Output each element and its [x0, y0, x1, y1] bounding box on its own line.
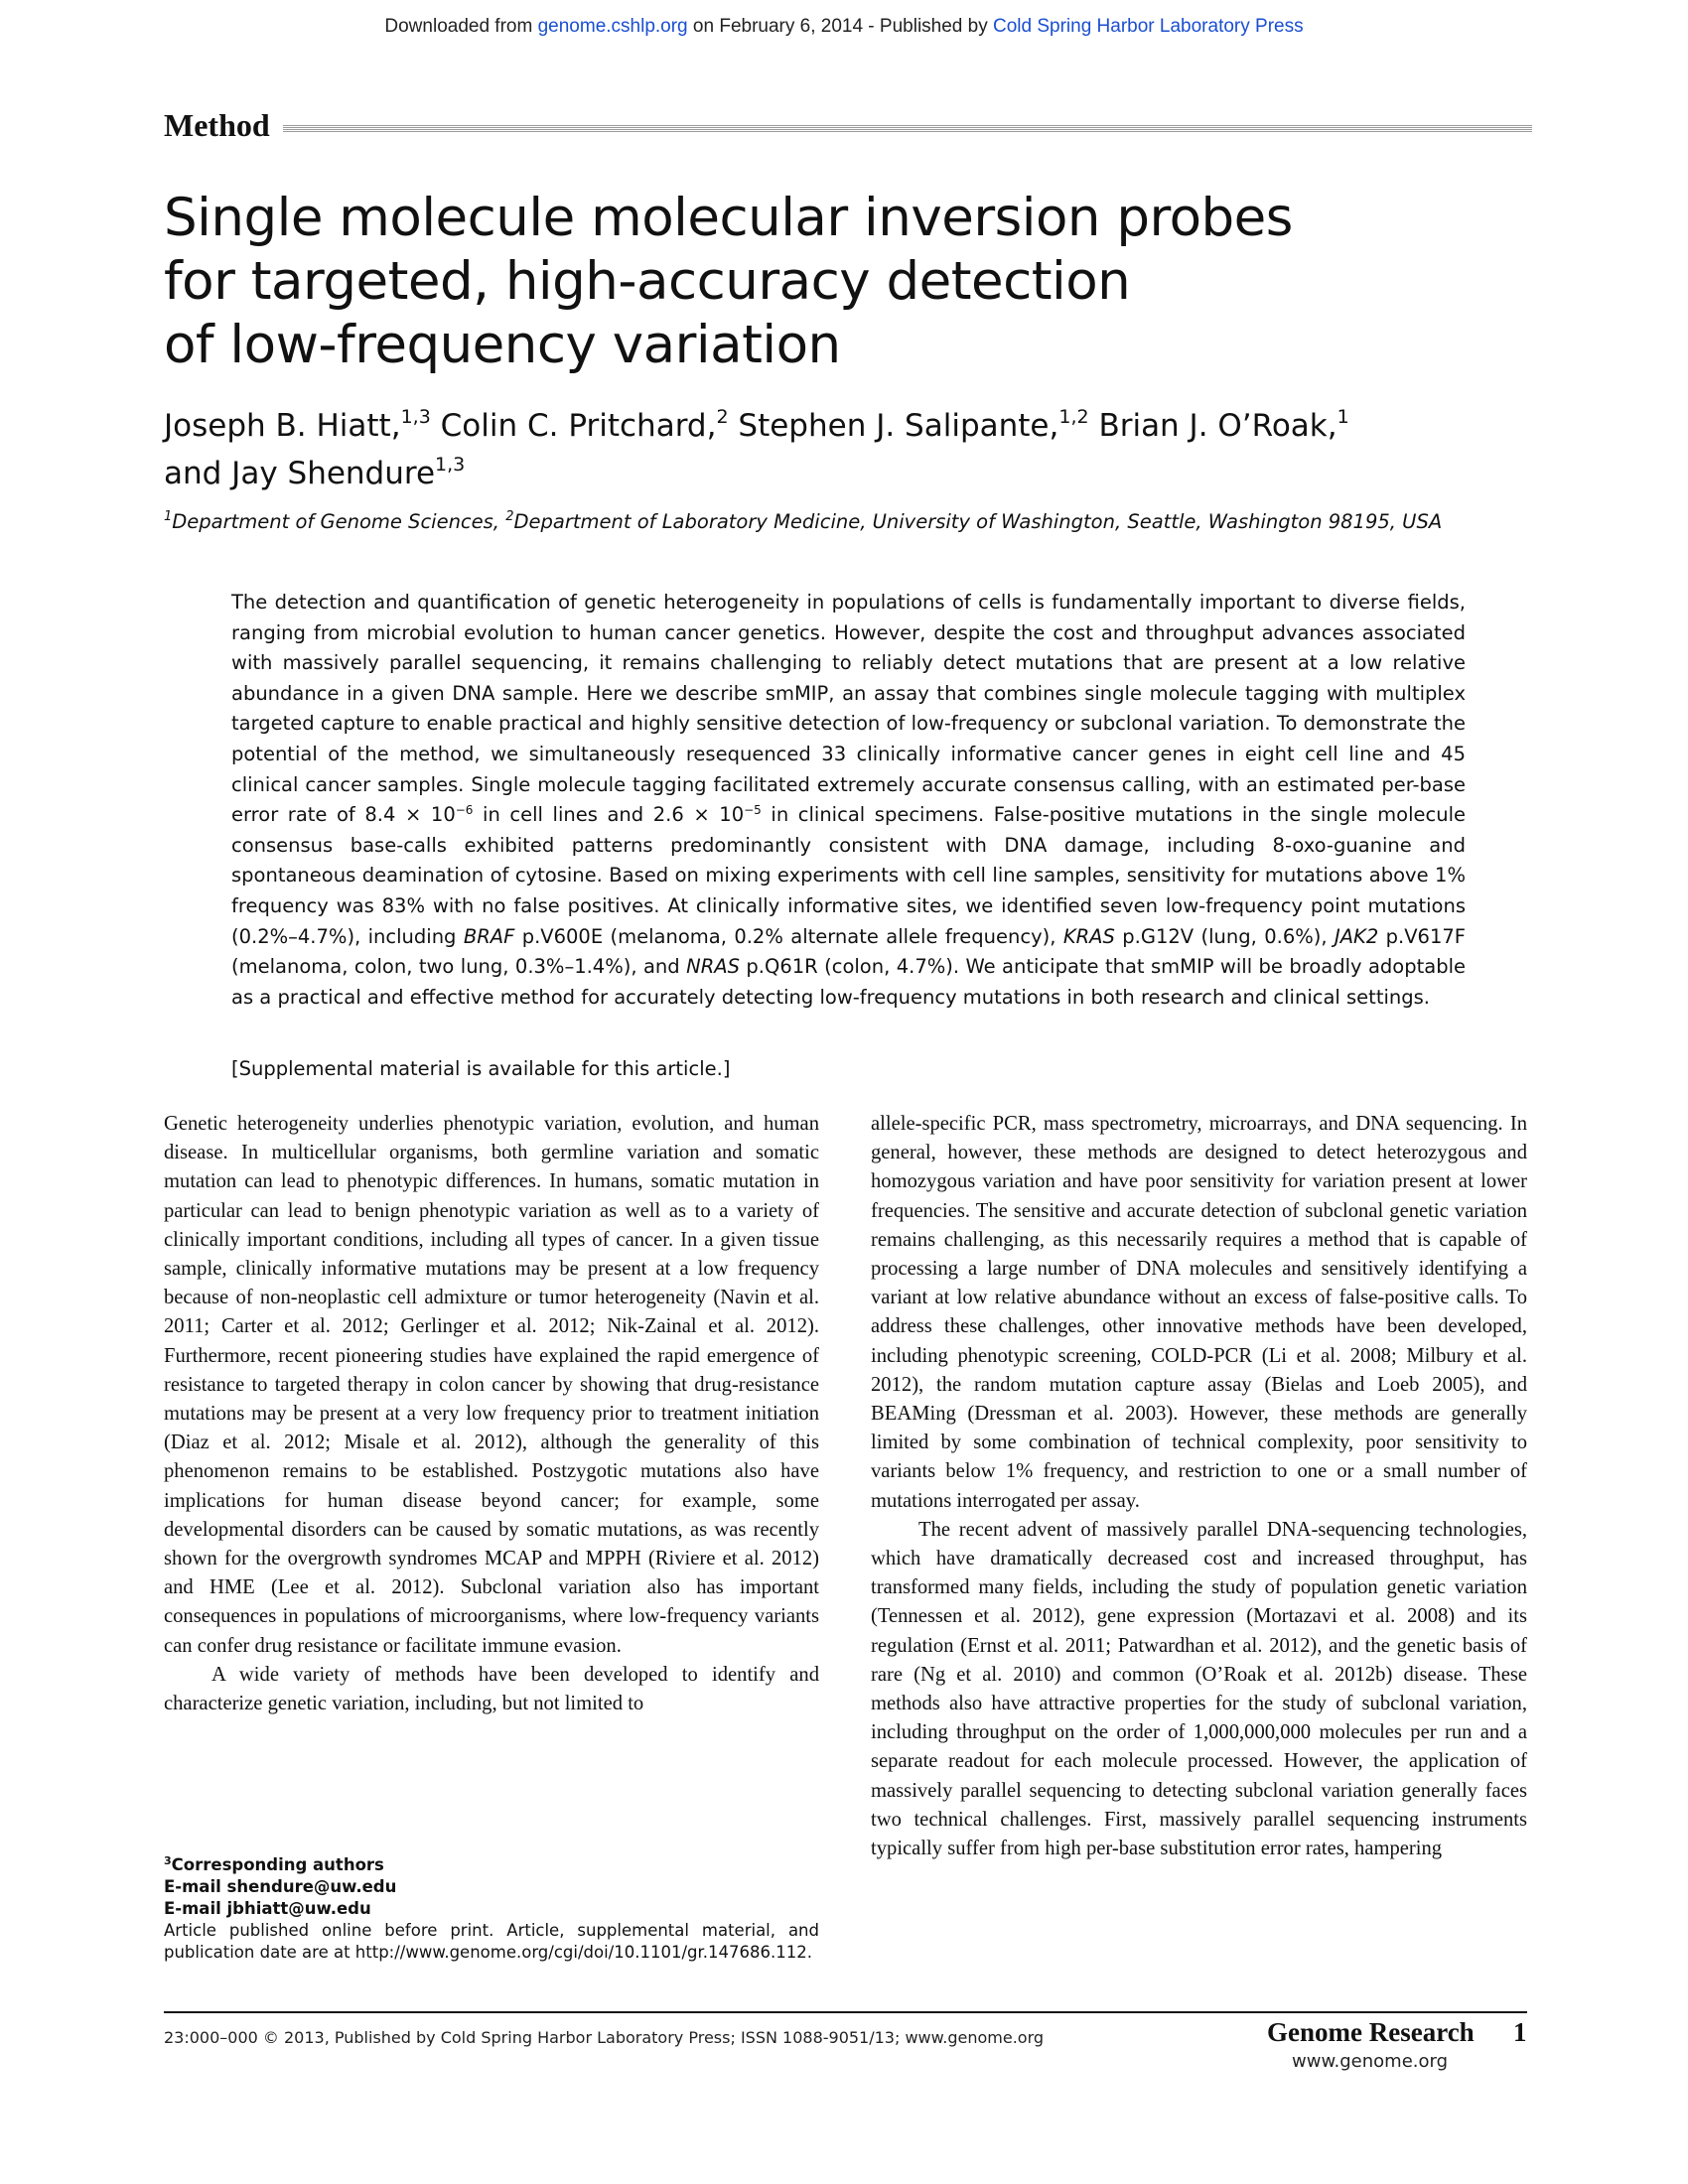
- publisher-link[interactable]: Cold Spring Harbor Laboratory Press: [993, 16, 1304, 37]
- footer-rule: [164, 2011, 1527, 2013]
- abstract-text: in clinical specimens. False-positive mutations in the single molecule consensus base-calls exhibited patterns predominantly consistent with DNA damage, including 8-oxo-guanine and spontaneous deamination of cytosine. Based on mixing experiments with cell line samples, sensitivity for mutations above 1% frequency was 83% with no false positives. At clinically informative sites, we identified seven low-frequency point mutations (0.2%–4.7%), including: [231, 803, 1466, 948]
- banner-middle: on February 6, 2014 - Published by: [687, 16, 993, 37]
- email-line: E-mail jbhiatt@uw.edu: [164, 1899, 371, 1918]
- author-affiliation-mark: 1,3: [400, 406, 431, 428]
- banner-prefix: Downloaded from: [384, 16, 538, 37]
- affiliations: [164, 510, 1554, 533]
- journal-url: www.genome.org: [1292, 2051, 1449, 2072]
- section-label: Method: [164, 107, 274, 144]
- abstract-text: p.V617F (melanoma, colon, two lung, 0.3%–1.4%), and: [231, 924, 1466, 979]
- gene-name: BRAF: [463, 924, 515, 948]
- abstract-text: p.G12V (lung, 0.6%),: [1114, 924, 1335, 948]
- exponent: −5: [744, 803, 762, 818]
- author-line: [164, 402, 1455, 450]
- affiliation-text: Department of Genome Sciences,: [172, 510, 506, 533]
- author-list: [164, 402, 1455, 497]
- corresponding-heading: [164, 1854, 819, 1876]
- footer-citation: 23:000–000 © 2013, Published by Cold Spring Harbor Laboratory Press; ISSN 1088-9051/13; www.genome.org: [164, 2028, 1045, 2047]
- author-affiliation-mark: 1,3: [435, 454, 466, 476]
- journal-name: Genome Research: [1267, 2017, 1475, 2047]
- corresponding-authors-note: [164, 1854, 819, 1964]
- email-line: E-mail shendure@uw.edu: [164, 1877, 397, 1896]
- author-line: [164, 450, 1455, 497]
- author-affiliation-mark: 2: [716, 406, 729, 428]
- page-number: 1: [1513, 2017, 1527, 2047]
- supplemental-note: [Supplemental material is available for this article.]: [231, 1057, 731, 1080]
- author-name: Brian J. O’Roak,: [1098, 408, 1337, 444]
- author-name: Stephen J. Salipante,: [738, 408, 1059, 444]
- publication-note: Article published online before print. Article, supplemental material, and publication date are at http://www.genome.org/cgi/doi/10.1101/gr.147686.112.: [164, 1921, 819, 1962]
- exponent: −6: [455, 803, 474, 818]
- abstract: [231, 588, 1466, 1013]
- body-paragraph: allele-specific PCR, mass spectrometry, microarrays, and DNA sequencing. In general, however, these methods are designed to detect heterozygous and homozygous variation and have poor sensitivity for variation present at lower frequencies. The sensitive and accurate detection of subclonal genetic variation remains challenging, as this necessarily requires a method that is capable of processing a large number of DNA molecules and sensitively identifying a variant at low relative abundance without an excess of false-positive calls. To address these challenges, other innovative methods have been developed, including phenotypic screening, COLD-PCR (Li et al. 2008; Milbury et al. 2012), the random mutation capture assay (Bielas and Loeb 2005), and BEAMing (Dressman et al. 2003). However, these methods are generally limited by some combination of technical complexity, poor sensitivity to variants below 1% frequency, and restriction to one or a small number of mutations interrogated per assay.: [871, 1113, 1527, 1512]
- author-affiliation-mark: 1: [1336, 406, 1349, 428]
- body-paragraph: A wide variety of methods have been developed to identify and characterize genetic variation, including, but not limited to: [164, 1663, 819, 1715]
- author-name: Colin C. Pritchard,: [440, 408, 717, 444]
- author-name: Joseph B. Hiatt,: [164, 408, 401, 444]
- site-link[interactable]: genome.cshlp.org: [537, 16, 688, 37]
- author-name: and Jay Shendure: [164, 456, 436, 491]
- gene-name: JAK2: [1334, 924, 1379, 948]
- body-paragraph: The recent advent of massively parallel DNA-sequencing technologies, which have dramatically decreased cost and increased throughput, has transformed many fields, including the study of population genetic variation (Tennessen et al. 2012), gene expression (Mortazavi et al. 2008) and its regulation (Ernst et al. 2011; Patwardhan et al. 2012), and the genetic basis of rare (Ng et al. 2010) and common (O’Roak et al. 2012b) disease. These methods also have attractive properties for the study of subclonal variation, including throughput on the order of 1,000,000,000 molecules per run and a separate readout for each molecule processed. However, the application of massively parallel sequencing to detecting subclonal variation generally faces two technical challenges. First, massively parallel sequencing instruments typically suffer from high per-base substitution error rates, hampering: [871, 1518, 1527, 1860]
- affiliation-mark: 1: [164, 509, 173, 524]
- body-paragraph: Genetic heterogeneity underlies phenotypic variation, evolution, and human disease. In multicellular organisms, both germline variation and somatic mutation can lead to phenotypic differences. In humans, somatic mutation in particular can lead to benign phenotypic variation as well as to a variety of clinically important conditions, including all types of cancer. In a given tissue sample, clinically informative mutations may be present at a low frequency because of non-neoplastic cell admixture or tumor heterogeneity (Navin et al. 2011; Carter et al. 2012; Gerlinger et al. 2012; Nik-Zainal et al. 2012). Furthermore, recent pioneering studies have explained the rapid emergence of resistance to targeted therapy in colon cancer by showing that drug-resistance mutations may be present at a very low frequency prior to treatment initiation (Diaz et al. 2012; Misale et al. 2012), although the generality of this phenomenon remains to be established. Postzygotic mutations also have implications for human disease beyond cancer; for example, some developmental disorders can be caused by somatic mutations, as was recently shown for the overgrowth syndromes MCAP and MPPH (Riviere et al. 2012) and HME (Lee et al. 2012). Subclonal variation also has important consequences in populations of microorganisms, where low-frequency variants can confer drug resistance or facilitate immune evasion.: [164, 1113, 819, 1657]
- author-affiliation-mark: 1,2: [1058, 406, 1089, 428]
- affiliation-mark: 2: [505, 509, 514, 524]
- title-line: of low-frequency variation: [164, 315, 841, 375]
- footnote-mark: 3: [164, 1854, 172, 1867]
- article-title: [164, 187, 1405, 377]
- affiliation-text: Department of Laboratory Medicine, University of Washington, Seattle, Washington 98195, USA: [513, 510, 1443, 533]
- download-banner: [0, 16, 1688, 38]
- abstract-text: in cell lines and 2.6 × 10: [473, 803, 745, 827]
- title-line: Single molecule molecular inversion probes: [164, 188, 1293, 248]
- abstract-text: p.V600E (melanoma, 0.2% alternate allele frequency),: [514, 924, 1063, 948]
- corresponding-heading-text: Corresponding authors: [171, 1855, 384, 1874]
- body-column-left: [164, 1110, 819, 1718]
- gene-name: KRAS: [1062, 924, 1115, 948]
- gene-name: NRAS: [686, 955, 740, 979]
- body-column-right: [871, 1110, 1527, 1863]
- title-line: for targeted, high-accuracy detection: [164, 251, 1131, 312]
- abstract-text: p.Q61R (colon, 4.7%). We anticipate that smMIP will be broadly adoptable as a practical and effective method for accurately detecting low-frequency mutations in both research and clinical settings.: [231, 955, 1466, 1009]
- section-rule: [283, 125, 1532, 133]
- abstract-text: The detection and quantification of genetic heterogeneity in populations of cells is fundamentally important to diverse fields, ranging from microbial evolution to human cancer genetics. However, despite the cost and throughput advances associated with massively parallel sequencing, it remains challenging to reliably detect mutations that are present at a low relative abundance in a given DNA sample. Here we describe smMIP, an assay that combines single molecule tagging with multiplex targeted capture to enable practical and highly sensitive detection of low-frequency or subclonal variation. To demonstrate the potential of the method, we simultaneously resequenced 33 clinically informative cancer genes in eight cell line and 45 clinical cancer samples. Single molecule tagging facilitated extremely accurate consensus calling, with an estimated per-base error rate of 8.4 × 10: [231, 591, 1466, 827]
